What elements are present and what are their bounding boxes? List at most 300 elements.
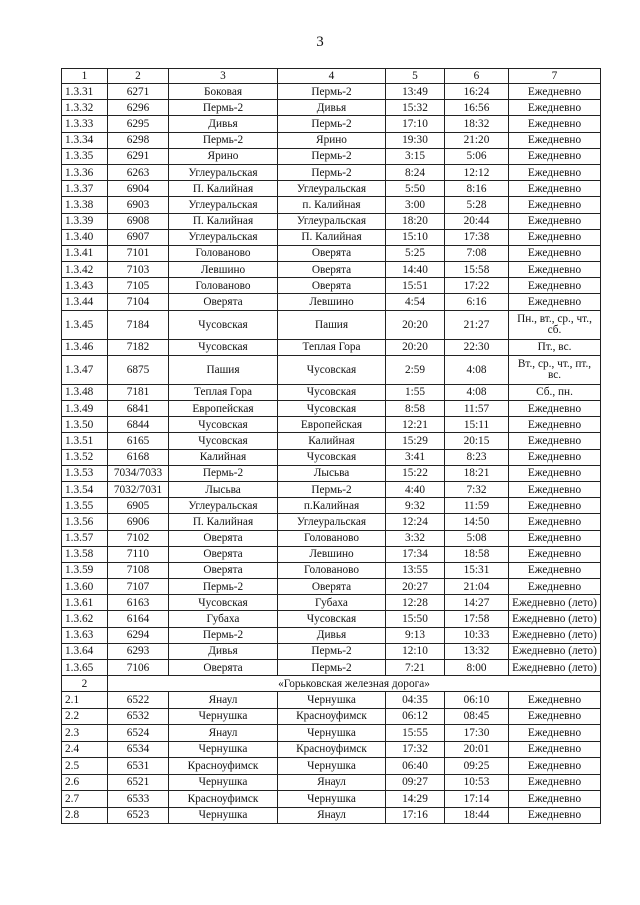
train-number-cell: 6875 xyxy=(108,355,169,384)
table-row xyxy=(62,181,601,197)
departure-station-cell: Голованово xyxy=(169,278,278,294)
table-row xyxy=(62,741,601,758)
table-row xyxy=(62,355,601,384)
schedule-days-cell: Ежедневно (лето) xyxy=(509,660,601,676)
departure-station-cell: П. Калийная xyxy=(169,181,278,197)
departure-time-cell: 20:27 xyxy=(386,579,445,595)
table-row xyxy=(62,791,601,808)
table-row xyxy=(62,611,601,627)
departure-station-cell: Оверята xyxy=(169,294,278,310)
arrival-time-cell: 15:11 xyxy=(445,417,509,433)
departure-time-cell: 06:12 xyxy=(386,708,445,725)
departure-station-cell: Оверята xyxy=(169,530,278,546)
train-number-cell: 6165 xyxy=(108,433,169,449)
train-number-cell: 6906 xyxy=(108,514,169,530)
schedule-days-cell: Ежедневно xyxy=(509,692,601,709)
arrival-time-cell: 7:32 xyxy=(445,481,509,497)
departure-station-cell: Пашия xyxy=(169,355,278,384)
schedule-days-cell: Ежедневно xyxy=(509,278,601,294)
train-number-cell: 7181 xyxy=(108,384,169,400)
train-number-cell: 7110 xyxy=(108,546,169,562)
departure-time-cell: 15:51 xyxy=(386,278,445,294)
item-number-cell: 1.3.48 xyxy=(62,384,108,400)
table-row xyxy=(62,229,601,245)
departure-station-cell: Губаха xyxy=(169,611,278,627)
item-number-cell: 1.3.44 xyxy=(62,294,108,310)
table-row xyxy=(62,562,601,578)
schedule-days-cell: Ежедневно xyxy=(509,181,601,197)
schedule-days-cell: Ежедневно xyxy=(509,433,601,449)
departure-station-cell: Лысьва xyxy=(169,481,278,497)
table-row xyxy=(62,530,601,546)
item-number-cell: 1.3.34 xyxy=(62,132,108,148)
train-number-cell: 6294 xyxy=(108,627,169,643)
section-number: 2 xyxy=(62,676,108,692)
departure-time-cell: 5:25 xyxy=(386,245,445,261)
train-number-cell: 6908 xyxy=(108,213,169,229)
table-row xyxy=(62,417,601,433)
departure-station-cell: Красноуфимск xyxy=(169,758,278,775)
arrival-station-cell: Чусовская xyxy=(278,355,386,384)
train-number-cell: 6168 xyxy=(108,449,169,465)
schedule-days-cell: Ежедневно (лето) xyxy=(509,627,601,643)
arrival-time-cell: 13:32 xyxy=(445,643,509,659)
departure-station-cell: Красноуфимск xyxy=(169,791,278,808)
schedule-days-cell: Ежедневно xyxy=(509,197,601,213)
departure-time-cell: 3:32 xyxy=(386,530,445,546)
train-number-cell: 6524 xyxy=(108,725,169,742)
schedule-days-cell: Ежедневно (лето) xyxy=(509,611,601,627)
item-number-cell: 1.3.64 xyxy=(62,643,108,659)
departure-time-cell: 20:20 xyxy=(386,310,445,339)
table-row xyxy=(62,498,601,514)
item-number-cell: 1.3.56 xyxy=(62,514,108,530)
arrival-station-cell: Теплая Гора xyxy=(278,339,386,355)
arrival-time-cell: 7:08 xyxy=(445,245,509,261)
arrival-time-cell: 18:58 xyxy=(445,546,509,562)
train-number-cell: 7107 xyxy=(108,579,169,595)
table-row xyxy=(62,164,601,180)
table-row xyxy=(62,116,601,132)
departure-station-cell: П. Калийная xyxy=(169,213,278,229)
header-row xyxy=(62,69,601,84)
schedule-days-cell: Ежедневно xyxy=(509,401,601,417)
departure-station-cell: Ярино xyxy=(169,148,278,164)
arrival-station-cell: Пермь-2 xyxy=(278,643,386,659)
schedule-days-cell: Ежедневно xyxy=(509,725,601,742)
arrival-time-cell: 11:57 xyxy=(445,401,509,417)
item-number-cell: 1.3.42 xyxy=(62,262,108,278)
arrival-time-cell: 15:58 xyxy=(445,262,509,278)
schedule-days-cell: Ежедневно xyxy=(509,164,601,180)
column-header: 5 xyxy=(386,69,445,84)
schedule-days-cell: Ежедневно xyxy=(509,530,601,546)
table-row xyxy=(62,449,601,465)
departure-station-cell: Углеуральская xyxy=(169,164,278,180)
schedule-days-cell: Ежедневно (лето) xyxy=(509,643,601,659)
item-number-cell: 1.3.33 xyxy=(62,116,108,132)
departure-time-cell: 12:24 xyxy=(386,514,445,530)
column-header: 6 xyxy=(445,69,509,84)
item-number-cell: 1.3.36 xyxy=(62,164,108,180)
departure-station-cell: Чусовская xyxy=(169,339,278,355)
schedule-days-cell: Ежедневно xyxy=(509,100,601,116)
departure-time-cell: 8:58 xyxy=(386,401,445,417)
arrival-station-cell: Янаул xyxy=(278,774,386,791)
departure-time-cell: 17:10 xyxy=(386,116,445,132)
train-number-cell: 7032/7031 xyxy=(108,481,169,497)
item-number-cell: 1.3.63 xyxy=(62,627,108,643)
table-row xyxy=(62,339,601,355)
item-number-cell: 1.3.49 xyxy=(62,401,108,417)
arrival-time-cell: 22:30 xyxy=(445,339,509,355)
departure-station-cell: Левшино xyxy=(169,262,278,278)
departure-station-cell: Чернушка xyxy=(169,741,278,758)
train-number-cell: 7104 xyxy=(108,294,169,310)
departure-station-cell: Янаул xyxy=(169,725,278,742)
item-number-cell: 1.3.46 xyxy=(62,339,108,355)
departure-station-cell: Оверята xyxy=(169,660,278,676)
schedule-days-cell: Сб., пн. xyxy=(509,384,601,400)
departure-station-cell: Оверята xyxy=(169,562,278,578)
item-number-cell: 1.3.60 xyxy=(62,579,108,595)
departure-time-cell: 15:10 xyxy=(386,229,445,245)
train-number-cell: 6534 xyxy=(108,741,169,758)
arrival-time-cell: 5:06 xyxy=(445,148,509,164)
departure-station-cell: Чернушка xyxy=(169,708,278,725)
arrival-station-cell: Губаха xyxy=(278,595,386,611)
item-number-cell: 1.3.37 xyxy=(62,181,108,197)
schedule-days-cell: Ежедневно xyxy=(509,213,601,229)
departure-station-cell: Янаул xyxy=(169,692,278,709)
departure-station-cell: Оверята xyxy=(169,546,278,562)
arrival-station-cell: Лысьва xyxy=(278,465,386,481)
item-number-cell: 1.3.39 xyxy=(62,213,108,229)
schedule-days-cell: Ежедневно xyxy=(509,116,601,132)
item-number-cell: 1.3.32 xyxy=(62,100,108,116)
arrival-station-cell: Дивья xyxy=(278,100,386,116)
table-row xyxy=(62,262,601,278)
departure-time-cell: 17:32 xyxy=(386,741,445,758)
departure-time-cell: 14:40 xyxy=(386,262,445,278)
item-number-cell: 2.8 xyxy=(62,807,108,824)
departure-time-cell: 15:32 xyxy=(386,100,445,116)
item-number-cell: 1.3.31 xyxy=(62,84,108,100)
departure-time-cell: 1:55 xyxy=(386,384,445,400)
departure-station-cell: Чусовская xyxy=(169,417,278,433)
item-number-cell: 1.3.59 xyxy=(62,562,108,578)
departure-station-cell: Углеуральская xyxy=(169,197,278,213)
schedule-days-cell: Ежедневно xyxy=(509,498,601,514)
departure-time-cell: 04:35 xyxy=(386,692,445,709)
train-number-cell: 7108 xyxy=(108,562,169,578)
arrival-station-cell: Красноуфимск xyxy=(278,741,386,758)
item-number-cell: 1.3.61 xyxy=(62,595,108,611)
table-row xyxy=(62,245,601,261)
arrival-time-cell: 06:10 xyxy=(445,692,509,709)
table-row xyxy=(62,84,601,100)
departure-station-cell: Пермь-2 xyxy=(169,100,278,116)
arrival-time-cell: 16:24 xyxy=(445,84,509,100)
arrival-station-cell: Калийная xyxy=(278,433,386,449)
departure-time-cell: 4:40 xyxy=(386,481,445,497)
column-header: 2 xyxy=(108,69,169,84)
arrival-station-cell: Углеуральская xyxy=(278,213,386,229)
item-number-cell: 2.2 xyxy=(62,708,108,725)
arrival-station-cell: Оверята xyxy=(278,579,386,595)
table-row xyxy=(62,100,601,116)
arrival-time-cell: 16:56 xyxy=(445,100,509,116)
item-number-cell: 1.3.57 xyxy=(62,530,108,546)
item-number-cell: 1.3.45 xyxy=(62,310,108,339)
arrival-station-cell: Пермь-2 xyxy=(278,116,386,132)
arrival-station-cell: Красноуфимск xyxy=(278,708,386,725)
train-number-cell: 6293 xyxy=(108,643,169,659)
item-number-cell: 1.3.50 xyxy=(62,417,108,433)
arrival-time-cell: 8:23 xyxy=(445,449,509,465)
departure-station-cell: Углеуральская xyxy=(169,498,278,514)
schedule-days-cell: Ежедневно (лето) xyxy=(509,595,601,611)
train-number-cell: 6521 xyxy=(108,774,169,791)
train-number-cell: 6905 xyxy=(108,498,169,514)
train-number-cell: 6291 xyxy=(108,148,169,164)
departure-station-cell: П. Калийная xyxy=(169,514,278,530)
arrival-time-cell: 20:44 xyxy=(445,213,509,229)
arrival-station-cell: Углеуральская xyxy=(278,181,386,197)
departure-time-cell: 15:50 xyxy=(386,611,445,627)
table-row xyxy=(62,433,601,449)
schedule-days-cell: Вт., ср., чт., пт., вс. xyxy=(509,355,601,384)
departure-station-cell: Пермь-2 xyxy=(169,132,278,148)
schedule-days-cell: Ежедневно xyxy=(509,741,601,758)
departure-station-cell: Чусовская xyxy=(169,310,278,339)
arrival-time-cell: 4:08 xyxy=(445,355,509,384)
departure-time-cell: 09:27 xyxy=(386,774,445,791)
arrival-time-cell: 8:16 xyxy=(445,181,509,197)
schedule-days-cell: Ежедневно xyxy=(509,465,601,481)
table-row xyxy=(62,595,601,611)
train-number-cell: 7105 xyxy=(108,278,169,294)
table-row xyxy=(62,197,601,213)
arrival-time-cell: 14:50 xyxy=(445,514,509,530)
departure-station-cell: Чернушка xyxy=(169,774,278,791)
table-row xyxy=(62,132,601,148)
table-row xyxy=(62,213,601,229)
arrival-station-cell: Чусовская xyxy=(278,401,386,417)
schedule-days-cell: Пт., вс. xyxy=(509,339,601,355)
arrival-time-cell: 18:21 xyxy=(445,465,509,481)
departure-time-cell: 13:49 xyxy=(386,84,445,100)
departure-time-cell: 9:32 xyxy=(386,498,445,514)
departure-time-cell: 4:54 xyxy=(386,294,445,310)
departure-time-cell: 12:28 xyxy=(386,595,445,611)
arrival-station-cell: Пермь-2 xyxy=(278,148,386,164)
arrival-time-cell: 17:14 xyxy=(445,791,509,808)
table-row xyxy=(62,148,601,164)
table-row xyxy=(62,310,601,339)
departure-time-cell: 15:29 xyxy=(386,433,445,449)
arrival-station-cell: Янаул xyxy=(278,807,386,824)
departure-station-cell: Пермь-2 xyxy=(169,579,278,595)
table-row xyxy=(62,294,601,310)
section-header-row xyxy=(62,676,601,692)
item-number-cell: 1.3.41 xyxy=(62,245,108,261)
item-number-cell: 1.3.35 xyxy=(62,148,108,164)
train-number-cell: 6533 xyxy=(108,791,169,808)
arrival-time-cell: 09:25 xyxy=(445,758,509,775)
departure-station-cell: Калийная xyxy=(169,449,278,465)
departure-time-cell: 12:10 xyxy=(386,643,445,659)
item-number-cell: 1.3.40 xyxy=(62,229,108,245)
arrival-station-cell: Голованово xyxy=(278,562,386,578)
departure-time-cell: 7:21 xyxy=(386,660,445,676)
table-row xyxy=(62,278,601,294)
arrival-time-cell: 14:27 xyxy=(445,595,509,611)
departure-station-cell: Чусовская xyxy=(169,595,278,611)
arrival-station-cell: Левшино xyxy=(278,546,386,562)
arrival-time-cell: 5:08 xyxy=(445,530,509,546)
item-number-cell: 1.3.52 xyxy=(62,449,108,465)
train-number-cell: 7034/7033 xyxy=(108,465,169,481)
schedule-days-cell: Ежедневно xyxy=(509,514,601,530)
arrival-time-cell: 8:00 xyxy=(445,660,509,676)
train-number-cell: 7106 xyxy=(108,660,169,676)
arrival-time-cell: 18:32 xyxy=(445,116,509,132)
train-number-cell: 7102 xyxy=(108,530,169,546)
arrival-time-cell: 18:44 xyxy=(445,807,509,824)
table-row xyxy=(62,627,601,643)
table-row xyxy=(62,546,601,562)
train-number-cell: 6295 xyxy=(108,116,169,132)
train-number-cell: 7184 xyxy=(108,310,169,339)
item-number-cell: 1.3.62 xyxy=(62,611,108,627)
arrival-time-cell: 21:20 xyxy=(445,132,509,148)
arrival-station-cell: Чернушка xyxy=(278,725,386,742)
schedule-days-cell: Ежедневно xyxy=(509,148,601,164)
item-number-cell: 1.3.55 xyxy=(62,498,108,514)
arrival-station-cell: Оверята xyxy=(278,262,386,278)
train-number-cell: 6271 xyxy=(108,84,169,100)
arrival-time-cell: 4:08 xyxy=(445,384,509,400)
arrival-station-cell: п.Калийная xyxy=(278,498,386,514)
departure-station-cell: Пермь-2 xyxy=(169,465,278,481)
arrival-time-cell: 21:27 xyxy=(445,310,509,339)
departure-time-cell: 12:21 xyxy=(386,417,445,433)
departure-time-cell: 5:50 xyxy=(386,181,445,197)
arrival-station-cell: Чернушка xyxy=(278,791,386,808)
schedule-days-cell: Ежедневно xyxy=(509,417,601,433)
train-number-cell: 6531 xyxy=(108,758,169,775)
train-number-cell: 6841 xyxy=(108,401,169,417)
item-number-cell: 1.3.47 xyxy=(62,355,108,384)
schedule-days-cell: Ежедневно xyxy=(509,262,601,278)
table-row xyxy=(62,401,601,417)
departure-time-cell: 8:24 xyxy=(386,164,445,180)
departure-time-cell: 13:55 xyxy=(386,562,445,578)
item-number-cell: 1.3.51 xyxy=(62,433,108,449)
schedule-days-cell: Ежедневно xyxy=(509,579,601,595)
section-title: «Горьковская железная дорога» xyxy=(108,676,601,692)
item-number-cell: 1.3.53 xyxy=(62,465,108,481)
table-row xyxy=(62,643,601,659)
arrival-time-cell: 10:53 xyxy=(445,774,509,791)
departure-station-cell: Европейская xyxy=(169,401,278,417)
item-number-cell: 2.3 xyxy=(62,725,108,742)
arrival-station-cell: П. Калийная xyxy=(278,229,386,245)
table-row xyxy=(62,774,601,791)
train-number-cell: 6296 xyxy=(108,100,169,116)
column-header: 3 xyxy=(169,69,278,84)
arrival-station-cell: Пермь-2 xyxy=(278,481,386,497)
departure-time-cell: 17:34 xyxy=(386,546,445,562)
table-row xyxy=(62,514,601,530)
departure-time-cell: 18:20 xyxy=(386,213,445,229)
train-number-cell: 7101 xyxy=(108,245,169,261)
departure-time-cell: 3:41 xyxy=(386,449,445,465)
train-number-cell: 6263 xyxy=(108,164,169,180)
column-header: 7 xyxy=(509,69,601,84)
arrival-time-cell: 17:58 xyxy=(445,611,509,627)
arrival-time-cell: 10:33 xyxy=(445,627,509,643)
departure-time-cell: 19:30 xyxy=(386,132,445,148)
train-number-cell: 7182 xyxy=(108,339,169,355)
departure-station-cell: Боковая xyxy=(169,84,278,100)
table-row xyxy=(62,725,601,742)
table-row xyxy=(62,481,601,497)
departure-time-cell: 06:40 xyxy=(386,758,445,775)
item-number-cell: 2.1 xyxy=(62,692,108,709)
schedule-days-cell: Пн., вт., ср., чт., сб. xyxy=(509,310,601,339)
departure-time-cell: 20:20 xyxy=(386,339,445,355)
departure-time-cell: 3:00 xyxy=(386,197,445,213)
train-number-cell: 6164 xyxy=(108,611,169,627)
arrival-station-cell: Ярино xyxy=(278,132,386,148)
schedule-days-cell: Ежедневно xyxy=(509,132,601,148)
arrival-station-cell: Чусовская xyxy=(278,449,386,465)
schedule-days-cell: Ежедневно xyxy=(509,449,601,465)
item-number-cell: 2.4 xyxy=(62,741,108,758)
departure-time-cell: 17:16 xyxy=(386,807,445,824)
train-number-cell: 6844 xyxy=(108,417,169,433)
schedule-days-cell: Ежедневно xyxy=(509,791,601,808)
arrival-time-cell: 20:15 xyxy=(445,433,509,449)
table-row xyxy=(62,660,601,676)
arrival-station-cell: Дивья xyxy=(278,627,386,643)
train-schedule-table xyxy=(61,68,601,824)
arrival-station-cell: Пашия xyxy=(278,310,386,339)
item-number-cell: 2.5 xyxy=(62,758,108,775)
arrival-station-cell: Оверята xyxy=(278,245,386,261)
schedule-days-cell: Ежедневно xyxy=(509,807,601,824)
item-number-cell: 1.3.54 xyxy=(62,481,108,497)
departure-station-cell: Дивья xyxy=(169,116,278,132)
table-row xyxy=(62,758,601,775)
departure-station-cell: Дивья xyxy=(169,643,278,659)
train-number-cell: 7103 xyxy=(108,262,169,278)
departure-station-cell: Голованово xyxy=(169,245,278,261)
train-number-cell: 6522 xyxy=(108,692,169,709)
arrival-station-cell: Чернушка xyxy=(278,758,386,775)
departure-time-cell: 14:29 xyxy=(386,791,445,808)
arrival-station-cell: п. Калийная xyxy=(278,197,386,213)
arrival-station-cell: Чернушка xyxy=(278,692,386,709)
item-number-cell: 1.3.65 xyxy=(62,660,108,676)
arrival-station-cell: Чусовская xyxy=(278,611,386,627)
arrival-station-cell: Чусовская xyxy=(278,384,386,400)
arrival-station-cell: Углеуральская xyxy=(278,514,386,530)
schedule-days-cell: Ежедневно xyxy=(509,758,601,775)
table-row xyxy=(62,708,601,725)
